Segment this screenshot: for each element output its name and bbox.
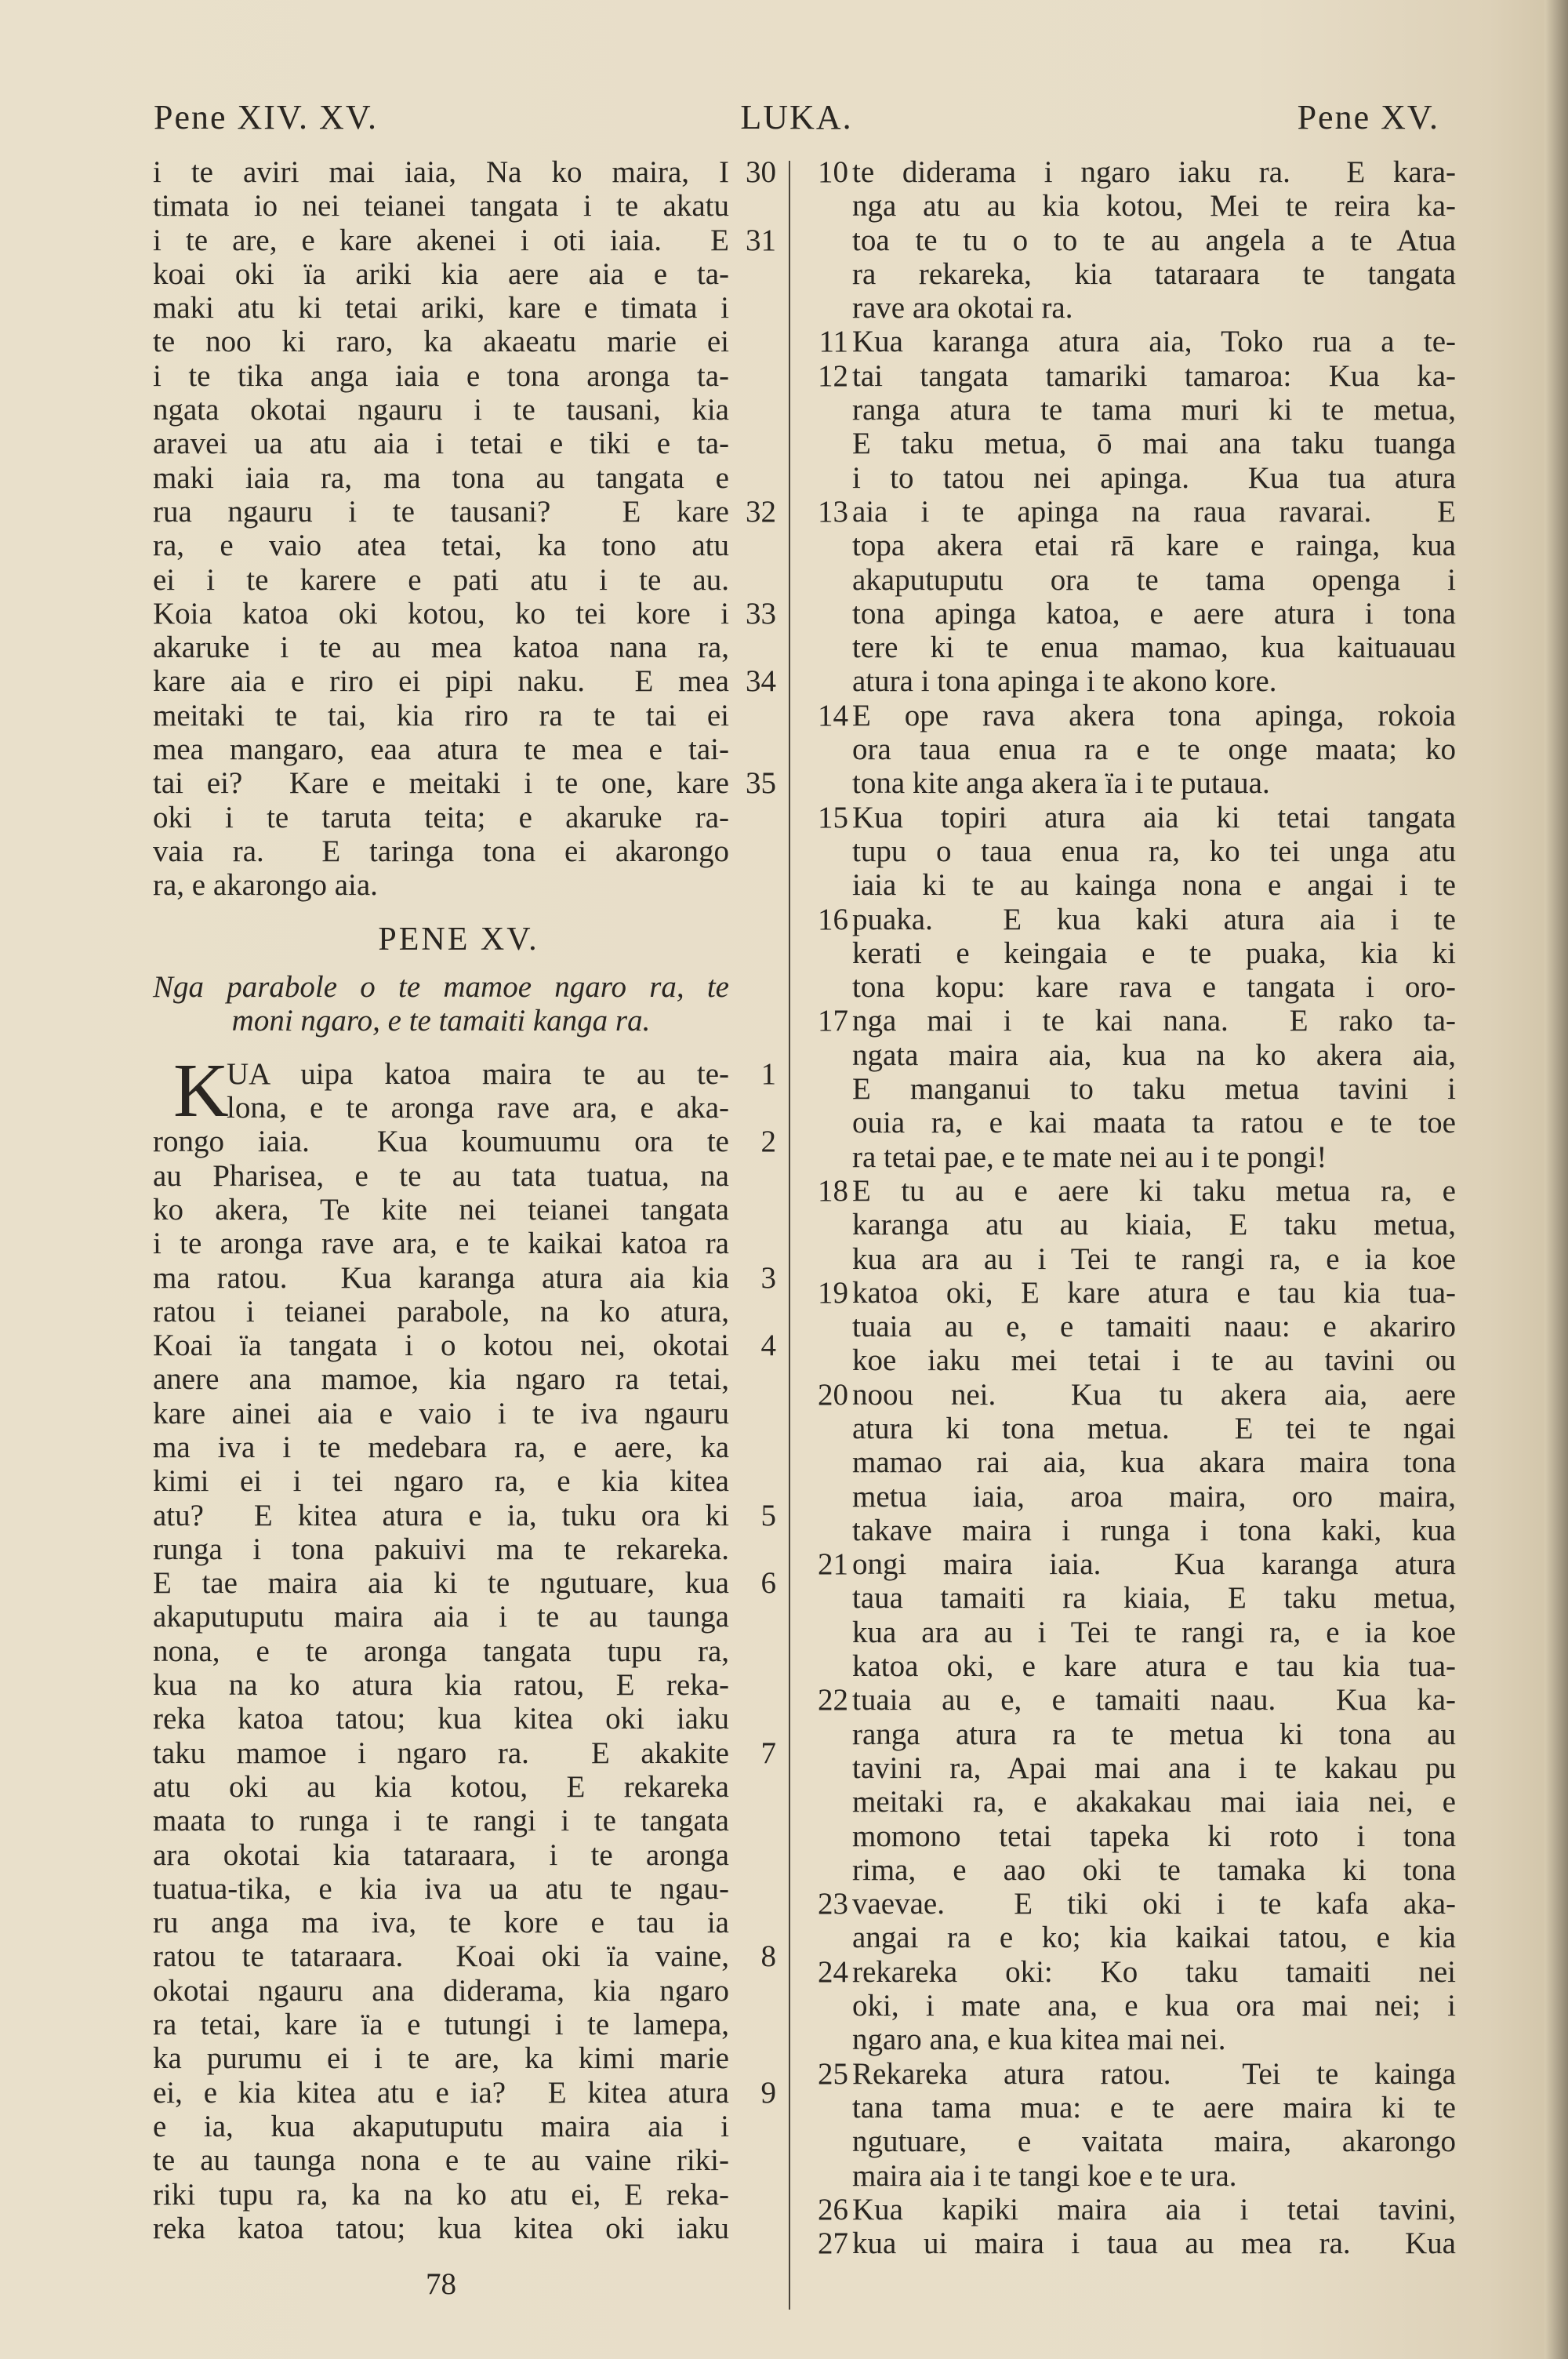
- line-text: ei i te karere e pati atu i te au.: [153, 562, 729, 597]
- text-line: [815, 2023, 1521, 2056]
- line-text: i te aronga rave ara, e te kaikai katoa ra: [153, 1227, 729, 1261]
- line-text: timata io nei teianei tangata i te akatu: [153, 189, 729, 224]
- text-line: [815, 732, 1521, 766]
- line-text: mamao rai aia, kua akara maira tona: [852, 1445, 1456, 1480]
- verse-number: 14: [818, 698, 848, 732]
- line-text: ma iva i te medebara ra, e aere, ka: [153, 1430, 729, 1464]
- line-text: rua ngauru i te tausani? E kare: [153, 494, 729, 529]
- text-line: [815, 1343, 1521, 1377]
- text-line: [815, 664, 1521, 698]
- chapter-heading-text: PENE XV.: [378, 921, 539, 958]
- text-line: [815, 868, 1521, 902]
- verse-number: 27: [818, 2226, 848, 2261]
- line-text: takave maira i runga i tona kaki, kua: [852, 1513, 1456, 1547]
- text-line: [815, 257, 1521, 291]
- page-edge: [1544, 0, 1568, 2359]
- text-line: [815, 1649, 1521, 1683]
- line-text: momono tetai tapeka ki roto i tona: [852, 1819, 1456, 1853]
- line-text: noou nei. Kua tu akera aia, aere: [852, 1377, 1456, 1412]
- line-text: anere ana mamoe, kia ngaro ra tetai,: [153, 1362, 729, 1397]
- line-text: ouia ra, e kai maata ta ratou e te toe: [852, 1106, 1456, 1140]
- text-line: [815, 224, 1521, 257]
- verse-number: 11: [818, 325, 848, 359]
- text-line: [815, 1921, 1521, 1954]
- line-text: atu? E kitea atura e ia, tuku ora ki: [153, 1498, 729, 1532]
- text-line: [815, 2091, 1521, 2125]
- line-text: vaevae. E tiki oki i te kafa aka-: [852, 1887, 1456, 1921]
- running-head: [154, 97, 1439, 144]
- line-text: ngata maira aia, kua na ko akera aia,: [852, 1038, 1456, 1072]
- line-text: te noo ki raro, ka akaeatu marie ei: [153, 325, 729, 359]
- verse-number: 7: [760, 1736, 776, 1770]
- text-line: [815, 1887, 1521, 1921]
- text-line: [815, 1853, 1521, 1887]
- verse-number: 26: [818, 2192, 848, 2226]
- text-line: [815, 1514, 1521, 1547]
- text-line: [815, 325, 1521, 358]
- line-text: E manganui to taku metua tavini i: [852, 1072, 1456, 1107]
- line-text: kua ui maira i taua au mea ra. Kua: [852, 2226, 1456, 2261]
- text-line: [815, 1581, 1521, 1615]
- line-text: atura i tona apinga i te akono kore.: [852, 664, 1277, 699]
- line-text: Koia katoa oki kotou, ko tei kore i: [153, 596, 729, 631]
- right-column: [815, 155, 1521, 2260]
- line-text: tona apinga katoa, e aere atura i tona: [852, 596, 1456, 631]
- text-line: [815, 1445, 1521, 1479]
- line-text: ko akera, Te kite nei teianei tangata: [153, 1192, 729, 1227]
- verse-number: 16: [818, 902, 848, 936]
- drop-cap: K: [173, 1048, 229, 1133]
- line-text: ngutuare, e vaitata maira, akarongo: [852, 2125, 1456, 2159]
- line-text: nga mai i te kai nana. E rako ta-: [852, 1004, 1456, 1038]
- text-line: [815, 1819, 1521, 1853]
- text-line: [815, 1378, 1521, 1412]
- verse-number: 6: [760, 1566, 776, 1601]
- line-text: te au taunga nona e te au vaine riki-: [153, 2143, 729, 2178]
- text-line: [815, 189, 1521, 223]
- verse-number: 12: [818, 358, 848, 393]
- text-line: [815, 1785, 1521, 1819]
- verse-number: 9: [760, 2075, 776, 2110]
- line-text: maira aia i te tangi koe e te ura.: [852, 2158, 1237, 2193]
- text-line: [815, 766, 1521, 800]
- line-text: Kua kapiki maira aia i tetai tavini,: [852, 2192, 1456, 2226]
- verse-number: 15: [818, 800, 848, 834]
- verse-number: 13: [818, 494, 848, 529]
- text-line: [815, 903, 1521, 936]
- verse-number: 31: [746, 223, 776, 257]
- line-text: reka katoa tatou; kua kitea oki iaku: [153, 1702, 729, 1736]
- line-text: i to tatou nei apinga. Kua tua atura: [852, 460, 1456, 495]
- line-text: Rekareka atura ratou. Tei te kainga: [852, 2056, 1456, 2091]
- line-text: rekareka oki: Ko taku tamaiti nei: [852, 1954, 1456, 1989]
- line-text: E tae maira aia ki te ngutuare, kua: [153, 1566, 729, 1601]
- verse-number: 22: [818, 1683, 848, 1717]
- line-text: koe iaku mei tetai i te au tavini ou: [852, 1343, 1456, 1378]
- line-text: reka katoa tatou; kua kitea oki iaku: [153, 2211, 729, 2245]
- line-text: Koai ïa tangata i o kotou nei, okotai: [153, 1329, 729, 1363]
- line-text: tona kite anga akera ïa i te putaua.: [852, 766, 1270, 801]
- line-text: meitaki ra, e akakakau mai iaia nei, e: [852, 1785, 1456, 1819]
- text-line: [815, 1412, 1521, 1445]
- line-text: meitaki te tai, kia riro ra te tai ei: [153, 698, 729, 732]
- line-text: katoa oki, E kare atura e tau kia tua-: [852, 1275, 1456, 1310]
- line-text: angai ra e ko; kia kaikai tatou, e kia: [852, 1921, 1456, 1955]
- text-line: [815, 2159, 1521, 2193]
- verse-number: 34: [746, 664, 776, 699]
- line-text: ara okotai kia tataraara, i te aronga: [153, 1837, 729, 1872]
- text-line: [815, 970, 1521, 1004]
- text-line: [815, 1547, 1521, 1581]
- line-text: rongo iaia. Kua koumuumu ora te: [153, 1125, 729, 1159]
- line-text: iaia ki te au kainga nona e angai i te: [852, 868, 1456, 903]
- line-text: okotai ngauru ana diderama, kia ngaro: [153, 1973, 729, 2008]
- line-text: i te tika anga iaia e tona aronga ta-: [153, 358, 729, 393]
- verse-number: 25: [818, 2056, 848, 2091]
- text-line: [815, 1683, 1521, 1717]
- chapter-summary-text: moni ngaro, e te tamaiti kanga ra.: [231, 1004, 651, 1038]
- line-text: vaia ra. E taringa tona ei akarongo: [153, 834, 729, 868]
- line-text: kare aia e riro ei pipi naku. E mea: [153, 664, 729, 699]
- text-line: [815, 393, 1521, 427]
- line-text: Kua topiri atura aia ki tetai tangata: [852, 800, 1456, 834]
- line-text: runga i tona pakuivi ma te rekareka.: [153, 1532, 729, 1566]
- verse-number: 24: [818, 1954, 848, 1989]
- line-text: tuaia au e, e tamaiti naau: e akariro: [852, 1310, 1456, 1344]
- text-line: [815, 1717, 1521, 1751]
- line-text: maki atu ki tetai ariki, kare e timata i: [153, 291, 729, 325]
- text-line: [815, 1106, 1521, 1140]
- verse-number: 17: [818, 1004, 848, 1038]
- line-text: lona, e te aronga rave ara, e aka-: [227, 1091, 729, 1125]
- line-text: taku mamoe i ngaro ra. E akakite: [153, 1736, 729, 1770]
- text-line: [815, 529, 1521, 562]
- line-text: ru anga ma iva, te kore e tau ia: [153, 1906, 729, 1940]
- text-line: [815, 1140, 1521, 1174]
- line-text: atu oki au kia kotou, E rekareka: [153, 1769, 729, 1804]
- line-text: oki i te taruta teita; e akaruke ra-: [153, 800, 729, 834]
- running-head-left: Pene XIV. XV.: [154, 98, 378, 136]
- text-line: [815, 597, 1521, 631]
- text-line: [815, 359, 1521, 393]
- line-text: UA uipa katoa maira te au te-: [227, 1056, 729, 1091]
- line-text: nga atu au kia kotou, Mei te reira ka-: [852, 189, 1456, 224]
- line-text: kerati e keingaia e te puaka, kia ki: [852, 936, 1456, 970]
- text-line: [815, 1480, 1521, 1514]
- verse-number: 1: [760, 1056, 776, 1091]
- line-text: kimi ei i tei ngaro ra, e kia kitea: [153, 1464, 729, 1499]
- line-text: ratou i teianei parabole, na ko atura,: [153, 1294, 729, 1329]
- line-text: E ope rava akera tona apinga, rokoia: [852, 698, 1456, 732]
- text-line: [815, 2125, 1521, 2158]
- line-text: ra tetai pae, e te mate nei au i te pongi!: [852, 1140, 1327, 1174]
- line-text: katoa oki, e kare atura e tau kia tua-: [852, 1649, 1456, 1684]
- right-text: [815, 155, 1521, 2260]
- text-line: [815, 1004, 1521, 1038]
- verse-number: 33: [746, 596, 776, 631]
- line-text: tavini ra, Apai mai ana i te kakau pu: [852, 1750, 1456, 1785]
- line-text: tai tangata tamariki tamaroa: Kua ka-: [852, 358, 1456, 393]
- verse-number: 30: [746, 155, 776, 189]
- line-text: kua na ko atura kia ratou, E reka-: [153, 1668, 729, 1703]
- text-line: [815, 801, 1521, 834]
- line-text: tuaia au e, e tamaiti naau. Kua ka-: [852, 1683, 1456, 1717]
- text-line: [815, 1208, 1521, 1241]
- text-line: [815, 563, 1521, 597]
- line-text: ngaro ana, e kua kitea mai nei.: [852, 2023, 1226, 2057]
- line-text: ongi maira iaia. Kua karanga atura: [852, 1547, 1456, 1582]
- line-text: aravei ua atu aia i tetai e tiki e ta-: [153, 427, 729, 461]
- line-text: mea mangaro, eaa atura te mea e tai-: [153, 732, 729, 767]
- line-text: ranga atura te tama muri ki te metua,: [852, 393, 1456, 427]
- line-text: te diderama i ngaro iaku ra. E kara-: [852, 155, 1456, 189]
- line-text: ngata okotai ngauru i te tausani, kia: [153, 393, 729, 427]
- line-text: i te are, e kare akenei i oti iaia. E: [153, 223, 729, 257]
- verse-number: 35: [746, 766, 776, 801]
- line-text: ratou te tataraara. Koai oki ïa vaine,: [153, 1939, 729, 1974]
- verse-number: 20: [818, 1377, 848, 1412]
- verse-number: 21: [818, 1547, 848, 1582]
- text-line: [815, 2193, 1521, 2226]
- text-line: [815, 834, 1521, 868]
- line-text: tona kopu: kare rava e tangata i oro-: [852, 970, 1456, 1005]
- line-text: akaputuputu maira aia i te au taunga: [153, 1600, 729, 1634]
- line-text: maki iaia ra, ma tona au tangata e: [153, 460, 729, 495]
- text-line: [815, 631, 1521, 664]
- line-text: tere ki te enua mamao, kua kaituauau: [852, 631, 1456, 665]
- line-text: e ia, kua akaputuputu maira aia i: [153, 2109, 729, 2143]
- line-text: topa akera etai rā kare e rainga, kua: [852, 529, 1456, 563]
- running-head-center: LUKA.: [740, 98, 853, 136]
- line-text: ora taua enua ra e te onge maata; ko: [852, 732, 1456, 767]
- verse-number: 2: [760, 1125, 776, 1159]
- verse-number: 5: [760, 1498, 776, 1532]
- line-text: Kua karanga atura aia, Toko rua a te-: [852, 325, 1456, 359]
- line-text: aia i te apinga na raua ravarai. E: [852, 494, 1456, 529]
- line-text: ranga atura ra te metua ki tona au: [852, 1717, 1456, 1751]
- line-text: atura ki tona metua. E tei te ngai: [852, 1411, 1456, 1445]
- text-line: [815, 155, 1521, 189]
- text-line: [815, 1751, 1521, 1785]
- line-text: tupu o taua enua ra, ko tei unga atu: [852, 834, 1456, 868]
- text-line: [815, 2057, 1521, 2091]
- line-text: ka purumu ei i te are, ka kimi marie: [153, 2041, 729, 2076]
- line-text: rima, e aao oki te tamaka ki tona: [852, 1852, 1456, 1887]
- verse-number: 23: [818, 1887, 848, 1921]
- line-text: E taku metua, ō mai ana taku tuanga: [852, 427, 1456, 461]
- line-text: kua ara au i Tei te rangi ra, e ia koe: [852, 1615, 1456, 1649]
- line-text: ma ratou. Kua karanga atura aia kia: [153, 1260, 729, 1295]
- line-text: nona, e te aronga tangata tupu ra,: [153, 1634, 729, 1668]
- verse-number: 32: [746, 494, 776, 529]
- text-line: [815, 1310, 1521, 1343]
- text-line: [815, 1242, 1521, 1276]
- line-text: tuatua-tika, e kia iva ua atu te ngau-: [153, 1871, 729, 1906]
- chapter-summary-text: Nga parabole o te mamoe ngaro ra, te: [153, 970, 729, 1005]
- line-text: riki tupu ra, ka na ko atu ei, E reka-: [153, 2177, 729, 2212]
- text-line: [815, 1072, 1521, 1106]
- line-text: i te aviri mai iaia, Na ko maira, I: [153, 155, 729, 189]
- line-text: ei, e kia kitea atu e ia? E kitea atura: [153, 2075, 729, 2110]
- text-line: [815, 427, 1521, 460]
- line-text: E tu au e aere ki taku metua ra, e: [852, 1173, 1456, 1208]
- line-text: ra, e akarongo aia.: [153, 868, 378, 903]
- line-text: kua ara au i Tei te rangi ra, e ia koe: [852, 1241, 1456, 1276]
- verse-number: 3: [760, 1260, 776, 1295]
- line-text: au Pharisea, e te au tata tuatua, na: [153, 1158, 729, 1193]
- running-head-right: Pene XV.: [1297, 98, 1439, 136]
- verse-number: 4: [760, 1329, 776, 1363]
- line-text: ra, e vaio atea tetai, ka tono atu: [153, 529, 729, 563]
- line-text: toa te tu o to te au angela a te Atua: [852, 223, 1456, 257]
- line-text: tai ei? Kare e meitaki i te one, kare: [153, 766, 729, 801]
- line-text: akaputuputu ora te tama openga i: [852, 562, 1456, 597]
- line-text: karanga atu au kiaia, E taku metua,: [852, 1208, 1456, 1242]
- line-text: koai oki ïa ariki kia aere aia e ta-: [153, 256, 729, 291]
- text-line: [815, 2226, 1521, 2260]
- text-line: [815, 1276, 1521, 1310]
- text-line: [815, 495, 1521, 529]
- text-line: [815, 1038, 1521, 1072]
- line-text: metua iaia, aroa maira, oro maira,: [852, 1479, 1456, 1514]
- text-line: [815, 461, 1521, 495]
- line-text: rave ara okotai ra.: [852, 291, 1073, 325]
- line-text: maata to runga i te rangi i te tangata: [153, 1804, 729, 1838]
- line-text: akaruke i te au mea katoa nana ra,: [153, 631, 729, 665]
- line-text: ra rekareka, kia tataraara te tangata: [852, 256, 1456, 291]
- line-text: oki, i mate ana, e kua ora mai nei; i: [852, 1989, 1456, 2023]
- text-line: [815, 1989, 1521, 2023]
- page-number: 78: [426, 2267, 456, 2301]
- line-text: puaka. E kua kaki atura aia i te: [852, 902, 1456, 936]
- line-text: taua tamaiti ra kiaia, E taku metua,: [852, 1581, 1456, 1616]
- text-line: [815, 699, 1521, 732]
- text-line: [815, 936, 1521, 970]
- line-text: ra tetai, kare ïa e tutungi i te lamepa,: [153, 2008, 729, 2042]
- line-text: kare ainei aia e vaio i te iva ngauru: [153, 1396, 729, 1430]
- text-line: [815, 291, 1521, 325]
- verse-number: 18: [818, 1173, 848, 1208]
- verse-number: 19: [818, 1275, 848, 1310]
- line-text: tana tama mua: e te aere maira ki te: [852, 2090, 1456, 2125]
- text-line: [815, 1616, 1521, 1649]
- text-line: [815, 1174, 1521, 1208]
- verse-number: 8: [760, 1939, 776, 1974]
- text-line: [815, 1955, 1521, 1989]
- verse-number: 10: [818, 155, 848, 189]
